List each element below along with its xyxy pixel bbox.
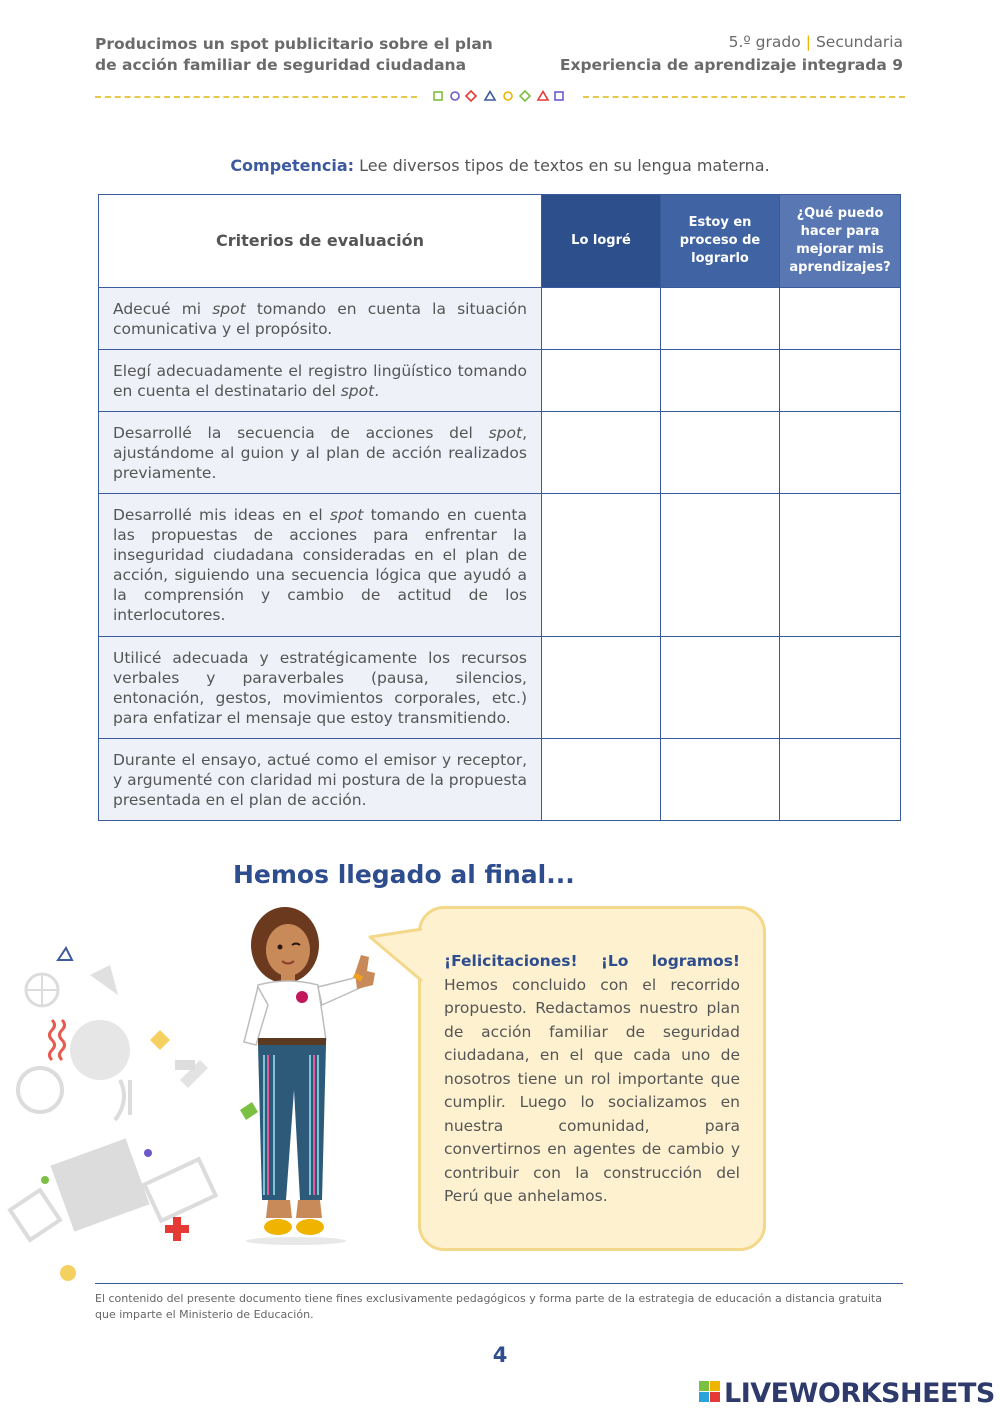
answer-cell-mejorar[interactable] bbox=[780, 412, 901, 494]
decorative-shapes-icon bbox=[433, 89, 567, 103]
level-label: Secundaria bbox=[815, 33, 903, 51]
footer-disclaimer: El contenido del presente documento tiene fines exclusivamente pedagógicos y forma parte de la estrategia de educación a distancia gratuita que imparte el Ministerio de Educación. bbox=[95, 1292, 882, 1321]
table-row bbox=[99, 288, 901, 350]
answer-cell-mejorar[interactable] bbox=[780, 350, 901, 412]
brand-wordmark[interactable]: LIVEWORKSHEETS bbox=[724, 1378, 995, 1409]
answer-cell-en-proceso[interactable] bbox=[661, 412, 780, 494]
criterion-text: Desarrollé mis ideas en el spot tomando en cuenta las propuestas de acciones para enfrentar la inseguridad ciudadana consideradas en el plan de acción, siguiendo una secuencia lógica que ayudó a la comprensión y cambio de actitud de los interlocutores. bbox=[99, 494, 542, 637]
document-title: Producimos un spot publicitario sobre el plan de acción familiar de seguridad ciudadana bbox=[95, 35, 493, 74]
grade-label: 5.º grado bbox=[728, 33, 801, 51]
competencia-text: Lee diversos tipos de textos en su lengua materna. bbox=[359, 156, 770, 175]
answer-cell-lo-logre[interactable] bbox=[542, 637, 661, 739]
competencia-label: Competencia: bbox=[230, 156, 355, 175]
criterion-text: Utilicé adecuada y estratégicamente los recursos verbales y paraverbales (pausa, silencios, entonación, gestos, movimientos corporales, etc.) para enfatizar el mensaje que estoy transmitiendo. bbox=[99, 637, 542, 739]
table-row bbox=[99, 412, 901, 494]
header-divider-left bbox=[95, 96, 417, 98]
competencia-line bbox=[0, 156, 1000, 175]
speech-bubble-tail bbox=[368, 925, 424, 985]
header-divider-right bbox=[583, 96, 905, 98]
answer-cell-mejorar[interactable] bbox=[780, 288, 901, 350]
criterion-text: Elegí adecuadamente el registro lingüístico tomando en cuenta el destinatario del spot. bbox=[99, 350, 542, 412]
criterion-text: Desarrollé la secuencia de acciones del spot, ajustándome al guion y al plan de acción realizados previamente. bbox=[99, 412, 542, 494]
congratulations-text: ¡Felicitaciones! ¡Lo logramos! bbox=[444, 952, 740, 970]
final-section-title: Hemos llegado al final... bbox=[233, 860, 575, 889]
evaluation-table bbox=[98, 194, 901, 821]
bubble-message bbox=[444, 950, 740, 1209]
decorative-doodles-icon bbox=[0, 940, 260, 1285]
answer-cell-mejorar[interactable] bbox=[780, 494, 901, 637]
answer-cell-mejorar[interactable] bbox=[780, 637, 901, 739]
footer-divider bbox=[95, 1283, 903, 1284]
table-row bbox=[99, 739, 901, 821]
answer-cell-en-proceso[interactable] bbox=[661, 288, 780, 350]
answer-cell-lo-logre[interactable] bbox=[542, 288, 661, 350]
answer-cell-lo-logre[interactable] bbox=[542, 494, 661, 637]
header-info bbox=[560, 31, 903, 77]
header-separator: | bbox=[805, 33, 811, 51]
header-mejorar: ¿Qué puedo hacer para mejorar mis aprendizajes? bbox=[780, 195, 901, 288]
answer-cell-en-proceso[interactable] bbox=[661, 350, 780, 412]
answer-cell-mejorar[interactable] bbox=[780, 739, 901, 821]
criterion-text: Adecué mi spot tomando en cuenta la situación comunicativa y el propósito. bbox=[99, 288, 542, 350]
answer-cell-en-proceso[interactable] bbox=[661, 494, 780, 637]
experience-subtitle: Experiencia de aprendizaje integrada 9 bbox=[559, 56, 903, 74]
table-header-row bbox=[99, 195, 901, 288]
header-lo-logre: Lo logré bbox=[542, 195, 661, 288]
table-row bbox=[99, 637, 901, 739]
answer-cell-en-proceso[interactable] bbox=[661, 637, 780, 739]
answer-cell-lo-logre[interactable] bbox=[542, 412, 661, 494]
criterion-text: Durante el ensayo, actué como el emisor y receptor, y argumenté con claridad mi postura de la propuesta presentada en el plan de acción. bbox=[99, 739, 542, 821]
header-en-proceso: Estoy en proceso de lograrlo bbox=[661, 195, 780, 288]
header-criteria: Criterios de evaluación bbox=[99, 195, 542, 288]
closing-message: Hemos concluido con el recorrido propuesto. Redactamos nuestro plan de acción familiar de seguridad ciudadana, en el que cada uno de nosotros tiene un rol importante que cumplir. Luego lo socializamos en nuestra comunidad, para convertirnos en agentes de cambio y contribuir con la construcción del Perú que anhelamos. bbox=[444, 975, 740, 1205]
table-row bbox=[99, 494, 901, 637]
answer-cell-lo-logre[interactable] bbox=[542, 739, 661, 821]
answer-cell-en-proceso[interactable] bbox=[661, 739, 780, 821]
table-row bbox=[99, 350, 901, 412]
page-number: 4 bbox=[492, 1343, 508, 1367]
liveworksheets-logo-icon bbox=[699, 1381, 721, 1403]
answer-cell-lo-logre[interactable] bbox=[542, 350, 661, 412]
